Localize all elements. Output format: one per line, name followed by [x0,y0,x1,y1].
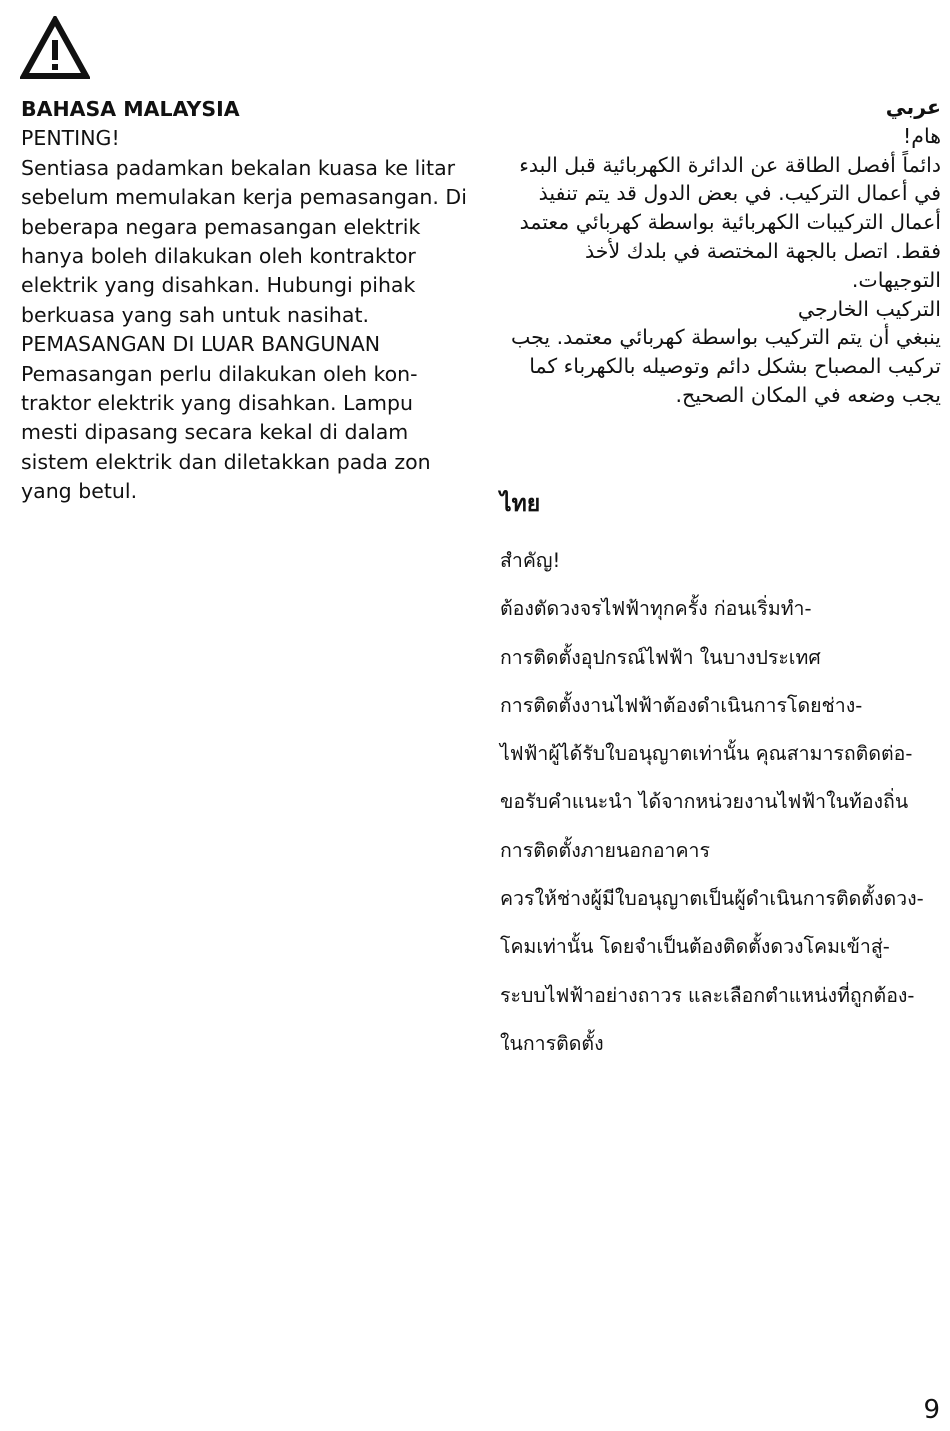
arabic-heading: عربي [885,95,941,119]
thai-line: การติดตั้งอุปกรณ์ไฟฟ้า ในบางประเทศ [500,645,821,669]
thai-line: การติดตั้งงานไฟฟ้าต้องดำเนินการโดยช่าง- [500,693,863,717]
arabic-body-1: دائماً أفصل الطاقة عن الدائرة الكهربائية قبل البدء في أعمال التركيب. في بعض الدول قد يتم تنفيذ أعمال التركيبات الكهربائية بواسطة كهربائي معتمد فقط. اتصل بالجهة المختصة في بلدك لأخذ التوجيهات. [519,152,941,292]
thai-line: การติดตั้งภายนอกอาคาร [500,838,710,862]
page-number: 9 [923,1395,940,1425]
thai-line: สำคัญ! [500,549,561,572]
thai-line: ต้องตัดวงจรไฟฟ้าทุกครั้ง ก่อนเริ่มทำ- [500,597,812,621]
malay-important: PENTING! [21,126,120,151]
thai-line: ขอรับคำแนะนำ ได้จากหน่วยงานไฟฟ้าในท้องถิ่น [500,790,909,814]
arabic-outdoor-heading: التركيب الخارجي [797,296,941,321]
thai-line: ไฟฟ้าผู้ได้รับใบอนุญาตเท่านั้น คุณสามารถติดต่อ- [500,742,913,766]
thai-line: โคมเท่านั้น โดยจำเป็นต้องติดตั้งดวงโคมเข้าสู่- [500,935,890,959]
thai-line: ในการติดตั้ง [500,1031,604,1055]
malay-body-2: Pemasangan perlu dilakukan oleh kon-traktor elektrik yang disahkan. Lampu mesti dipasang secara kekal di dalam sistem elektrik dan diletakkan pada zon yang betul. [21,361,431,504]
thai-section [500,485,945,1068]
thai-line: ระบบไฟฟ้าอย่างถาวร และเลือกตำแหน่งที่ถูกต้อง- [500,983,915,1007]
warning-triangle-icon [20,16,90,80]
thai-heading: ไทย [500,491,541,517]
arabic-section [500,93,941,410]
malay-section [21,95,469,507]
malay-heading: BAHASA MALAYSIA [21,97,240,121]
malay-outdoor-heading: PEMASANGAN DI LUAR BANGUNAN [21,332,381,357]
malay-body-1: Sentiasa padamkan bekalan kuasa ke litar sebelum memulakan kerja pemasangan. Di beberapa negara pemasangan elektrik hanya boleh dilakukan oleh kontraktor elektrik yang disahkan. Hubungi pihak berkuasa yang sah untuk nasihat. [21,155,467,327]
arabic-body-2: ينبغي أن يتم التركيب بواسطة كهربائي معتمد. يجب تركيب المصباح بشكل دائم وتوصيله بالكهرباء كما يجب وضعه في المكان الصحيح. [511,325,941,407]
thai-line: ควรให้ช่างผู้มีใบอนุญาตเป็นผู้ดำเนินการติดตั้งดวง- [500,887,924,911]
arabic-important: هام! [903,123,941,148]
